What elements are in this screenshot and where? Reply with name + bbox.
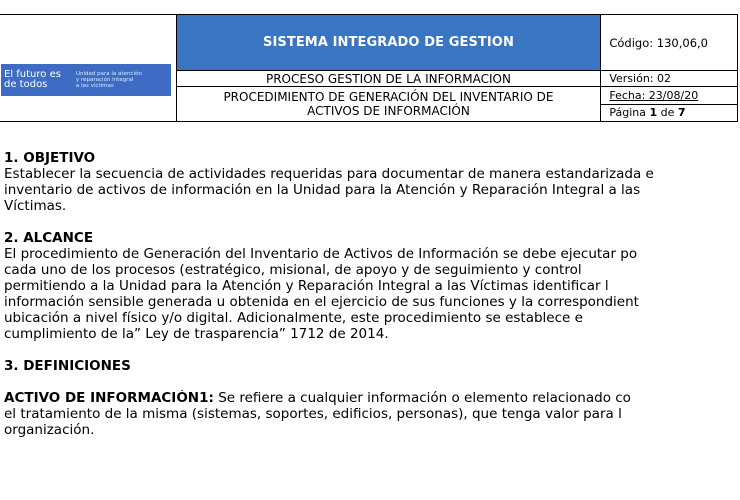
logo-main-text: El futuro es de todos bbox=[4, 69, 61, 90]
document-date: Fecha: 23/08/20 bbox=[601, 88, 737, 105]
system-title: SISTEMA INTEGRADO DE GESTION bbox=[176, 15, 601, 71]
document-version: Versión: 02 bbox=[601, 71, 738, 87]
section-objetivo-title: 1. OBJETIVO bbox=[4, 150, 96, 166]
objetivo-line: Víctimas. bbox=[4, 198, 67, 214]
section-alcance-title: 2. ALCANCE bbox=[4, 230, 94, 246]
page-indicator: Página 1 de 7 bbox=[609, 105, 686, 119]
definition-line: el tratamiento de la misma (sistemas, soportes, edificios, personas), que tenga valor para l bbox=[4, 406, 622, 422]
meta-stack bbox=[601, 87, 738, 122]
logo-sub-text: Unidad para la atención y reparación integral a las víctimas bbox=[76, 71, 142, 89]
alcance-line: ubicación a nivel físico y/o digital. Adicionalmente, este procedimiento se establece e bbox=[4, 310, 583, 326]
procedure-name-line2: ACTIVOS DE INFORMACIÓN bbox=[307, 104, 470, 118]
alcance-line: cada uno de los procesos (estratégico, misional, de apoyo y de seguimiento y control bbox=[4, 262, 582, 278]
alcance-line: información sensible generada u obtenida en el ejercicio de sus funciones y la correspondient bbox=[4, 294, 639, 310]
objetivo-line: inventario de activos de información en la Unidad para la Atención y Reparación Integral a las bbox=[4, 182, 641, 198]
procedure-name bbox=[176, 87, 601, 122]
alcance-line: permitiendo a la Unidad para la Atención y Reparación Integral a las Víctimas identificar l bbox=[4, 278, 609, 294]
document-header bbox=[0, 14, 738, 122]
organization-logo bbox=[1, 64, 171, 96]
objetivo-line: Establecer la secuencia de actividades requeridas para documentar de manera estandarizada e bbox=[4, 166, 654, 182]
definition-term: ACTIVO DE INFORMACIÓN1: bbox=[4, 390, 214, 406]
document-code: Código: 130,06,0 bbox=[601, 15, 738, 71]
definition-line bbox=[4, 390, 740, 406]
document-body bbox=[4, 150, 740, 438]
section-definiciones-title: 3. DEFINICIONES bbox=[4, 358, 131, 374]
definition-line: organización. bbox=[4, 422, 95, 438]
alcance-line: cumplimiento de la” Ley de trasparencia” 1712 de 2014. bbox=[4, 326, 389, 342]
alcance-line: El procedimiento de Generación del Inventario de Activos de Información se debe ejecutar po bbox=[4, 246, 638, 262]
process-name: PROCESO GESTION DE LA INFORMACION bbox=[176, 71, 601, 87]
procedure-name-line1: PROCEDIMIENTO DE GENERACIÓN DEL INVENTARIO DE bbox=[223, 90, 554, 104]
logo-cell bbox=[0, 15, 176, 122]
definition-text: Se refiere a cualquier información o elemento relacionado co bbox=[213, 390, 631, 406]
